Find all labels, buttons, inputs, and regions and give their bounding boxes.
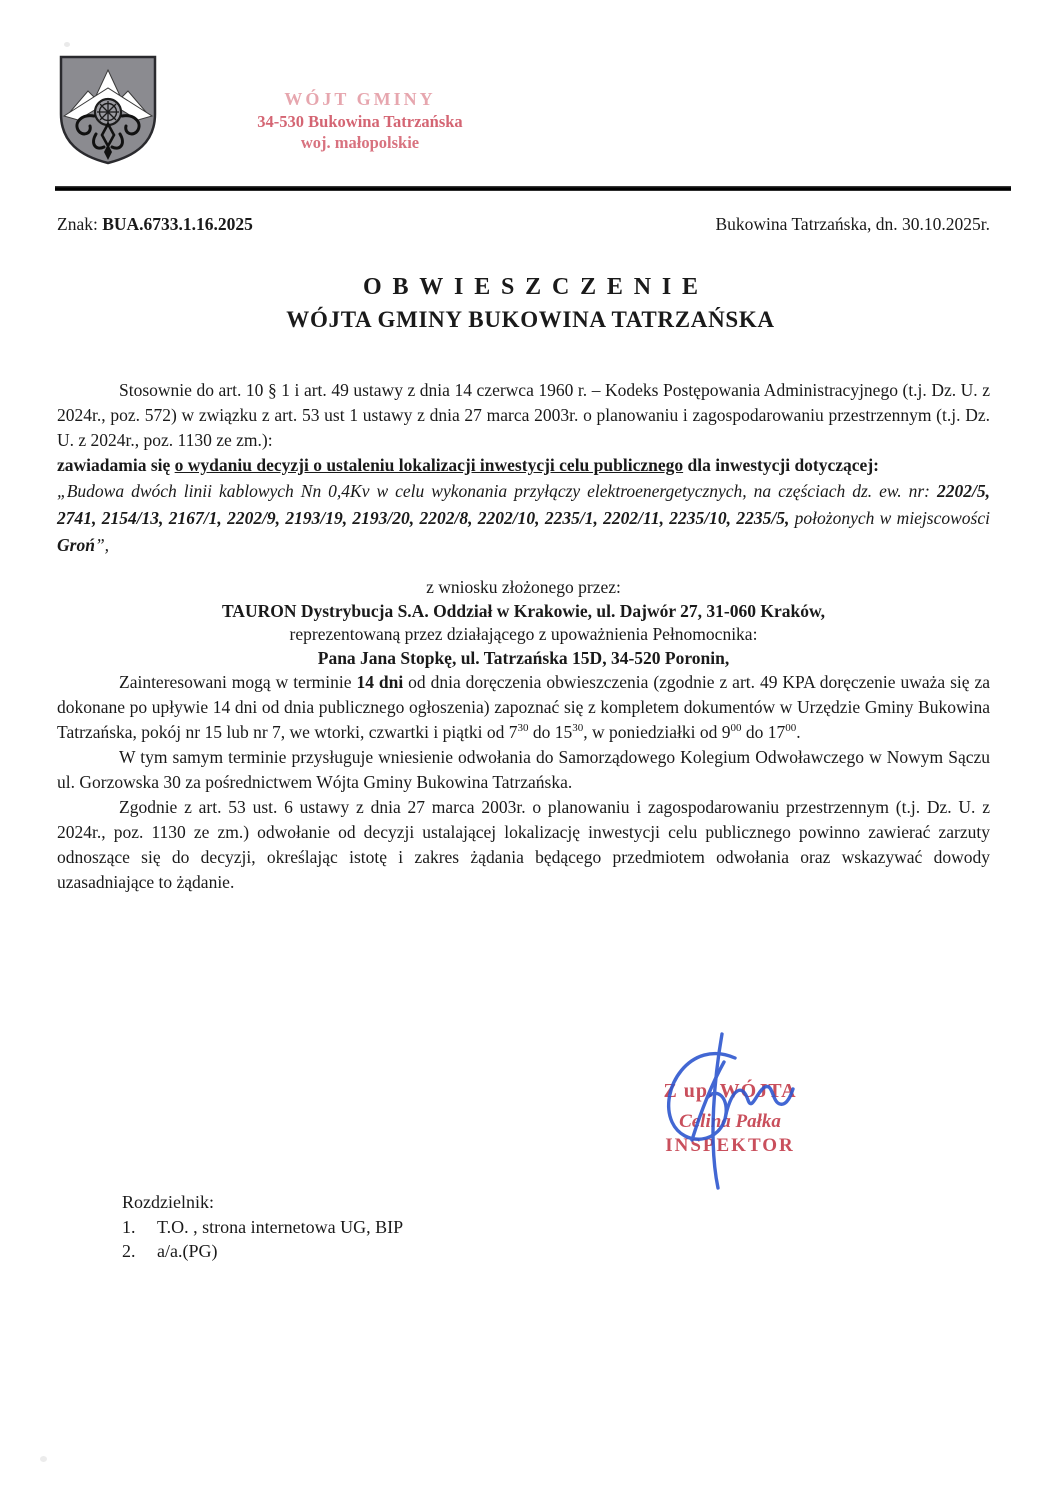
letterhead-office-stamp	[228, 88, 492, 153]
list-item-number: 2.	[122, 1241, 136, 1261]
village-name: Groń	[57, 535, 95, 555]
quote-location: położonych w miejscowości	[789, 508, 990, 528]
deadline-text: .	[796, 722, 801, 742]
closing-hour-superscript: 00	[785, 722, 797, 735]
applicant-block	[57, 576, 990, 670]
list-item	[122, 1215, 403, 1240]
signer-name: Celina Pałka	[679, 1111, 781, 1133]
crest-icon	[58, 54, 158, 166]
opening-hour-superscript: 00	[730, 722, 742, 735]
signature-authority-line: Z up. WÓJTA	[663, 1080, 797, 1102]
stamp-office-address: 34-530 Bukowina Tatrzańska	[257, 112, 463, 132]
applicant-name: TAURON Dystrybucja S.A. Oddział w Krakowie, ul. Dajwór 27, 31-060 Kraków,	[221, 600, 826, 621]
deadline-text: Zainteresowani mogą w terminie	[119, 672, 357, 692]
investment-description	[57, 478, 990, 559]
deadline-days: 14 dni	[356, 672, 404, 692]
scan-artifact	[40, 1456, 47, 1462]
appeal-paragraph: W tym samym terminie przysługuje wniesienie odwołania do Samorządowego Kolegium Odwoławczego w Nowym Sączu ul. Gorzowska 30 za pośrednictwem Wójta Gminy Bukowina Tatrzańska.	[57, 747, 990, 792]
document-title	[0, 274, 1061, 333]
list-item-text: T.O. , strona internetowa UG, BIP	[157, 1216, 404, 1237]
title-line-1: OBWIESZCZENIE	[362, 274, 709, 300]
deadline-text: do 15	[528, 722, 573, 742]
final-paragraph: Zgodnie z art. 53 ust. 6 ustawy z dnia 27 marca 2003r. o planowaniu i zagospodarowaniu przestrzennym (t.j. Dz. U. z 2024r., poz. 1130 ze zm.) odwołanie od decyzji ustalającej lokalizację inwestycji celu publicznego powinno zawierać zarzuty odnoszące się do decyzji, określając istotę i zakres żądania będącego przedmiotem odwołania oraz wskazywać dowody uzasadniające to żądanie.	[57, 797, 990, 892]
place-and-date: Bukowina Tatrzańska, dn. 30.10.2025r.	[715, 214, 990, 234]
attorney-name: Pana Jana Stopkę, ul. Tatrzańska 15D, 34-520 Poronin,	[317, 647, 730, 668]
application-intro: z wniosku złożonego przez:	[426, 577, 621, 597]
distribution-list	[122, 1190, 403, 1264]
list-item-text: a/a.(PG)	[157, 1241, 218, 1261]
deadline-text: od dnia doręczenia obwieszczenia (zgodnie z art. 49 KPA doręczenie uważa się za dokonane po upływie 14 dni od dnia publicznego ogłoszenia) zapoznać się z kompletem dokumentów w Urzędzie Gminy Bukowina Tatrzańska, pokój nr 15 lub nr 7, we wtorki, czwartki i piątki od 7	[57, 672, 991, 742]
header-divider	[55, 186, 1011, 191]
reference-label: Znak:	[57, 214, 98, 234]
notice-suffix: dla inwestycji dotyczącej:	[683, 455, 879, 475]
scan-artifact	[64, 42, 70, 47]
quote-closing: ”,	[94, 535, 110, 555]
deadline-text: , w poniedziałki od 9	[583, 722, 731, 742]
distribution-heading: Rozdzielnik:	[122, 1192, 214, 1212]
notice-line	[57, 453, 990, 478]
reference-row	[57, 214, 990, 235]
notice-underlined-text: o wydaniu decyzji o ustaleniu lokalizacji inwestycji celu publicznego	[174, 455, 684, 475]
plot-numbers: 2202/5, 2741, 2154/13, 2167/1, 2202/9, 2193/19, 2193/20, 2202/8, 2202/10, 2235/1, 2202/11, 2235/10, 2235/5,	[57, 481, 990, 528]
reference-number: BUA.6733.1.16.2025	[102, 214, 253, 234]
signer-title: INSPEKTOR	[665, 1134, 795, 1156]
deadline-text: do 17	[741, 722, 786, 742]
list-item-number: 1.	[122, 1216, 136, 1237]
list-item	[122, 1239, 403, 1264]
stamp-office-name: WÓJT GMINY	[284, 89, 436, 109]
document-body	[57, 378, 990, 895]
opening-hour-superscript: 30	[517, 722, 529, 735]
case-reference	[57, 214, 253, 235]
representation-line: reprezentowaną przez działającego z upoważnienia Pełnomocnika:	[289, 624, 758, 644]
municipal-coat-of-arms	[58, 54, 158, 166]
deadline-paragraph	[57, 670, 990, 745]
stamp-voivodeship: woj. małopolskie	[300, 133, 420, 153]
quote-opening: „Budowa dwóch linii kablowych Nn 0,4Kv w celu wykonania przyłączy elektroenergetycznych, na częściach dz. ew. nr:	[57, 481, 937, 501]
legal-basis-paragraph: Stosownie do art. 10 § 1 i art. 49 ustawy z dnia 14 czerwca 1960 r. – Kodeks Postępowania Administracyjnego (t.j. Dz. U. z 2024r., poz. 572) w związku z art. 53 ust 1 ustawy z dnia 27 marca 2003r. o planowaniu i zagospodarowaniu przestrzennym (t.j. Dz. U. z 2024r., poz. 1130 ze zm.):	[57, 380, 990, 450]
closing-hour-superscript: 30	[572, 722, 584, 735]
title-line-2: WÓJTA GMINY BUKOWINA TATRZAŃSKA	[286, 307, 775, 332]
notice-prefix: zawiadamia się	[57, 455, 175, 475]
signature-area	[630, 1022, 850, 1197]
handwritten-signature-icon	[630, 1022, 850, 1197]
